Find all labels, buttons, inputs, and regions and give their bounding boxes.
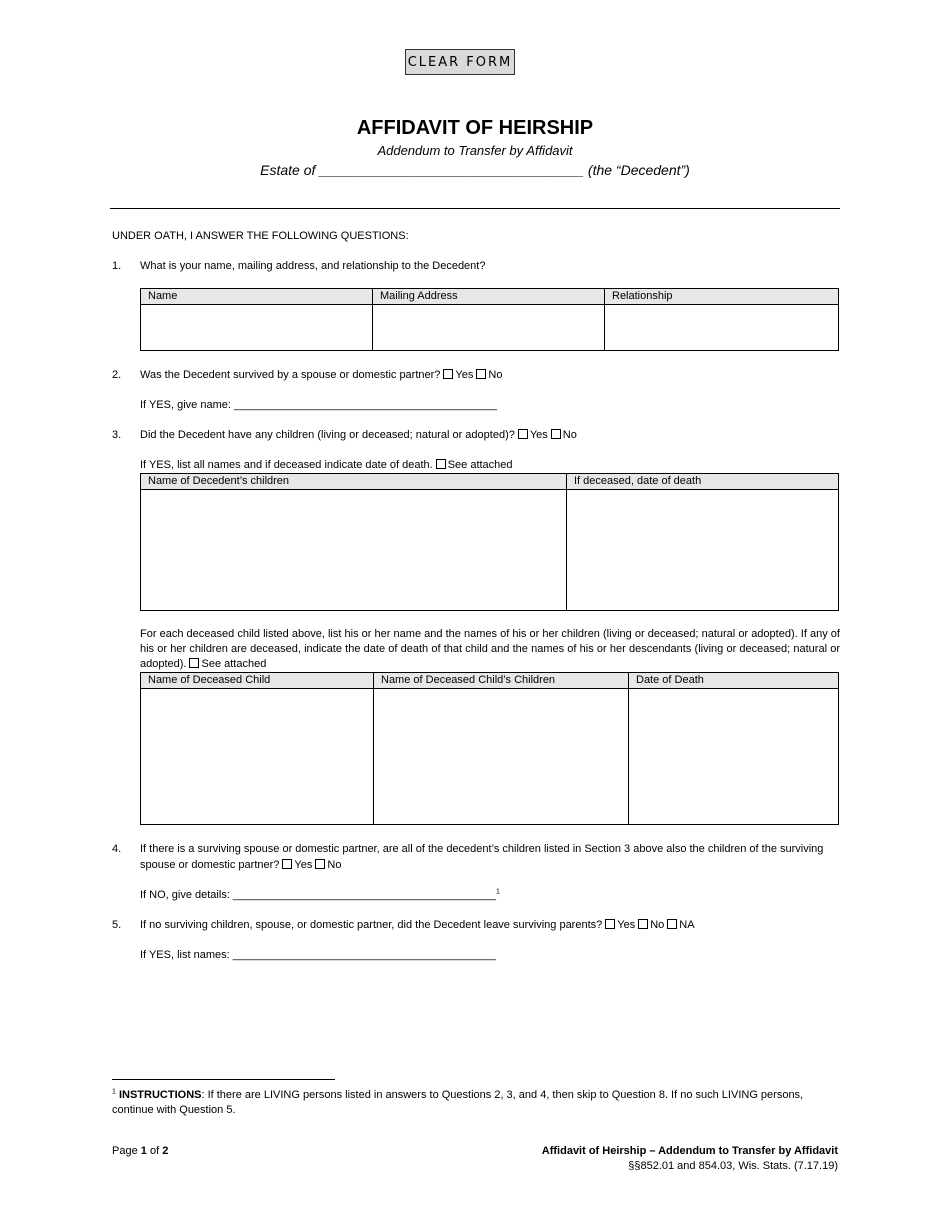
q1-col-name: Name [141, 289, 373, 305]
q1-text: What is your name, mailing address, and relationship to the Decedent? [140, 260, 486, 272]
q1-col-address: Mailing Address [373, 289, 605, 305]
q1-relationship-cell[interactable] [605, 305, 839, 351]
deceased-text: For each deceased child listed above, list his or her name and the names of his or her children (living or deceased; natural or adopted). If any of his or her children are deceased, indicate the date of death of that child and the names of his or her descendants (living or deceased; natural or adopted). [140, 628, 840, 670]
page-number: 1 [140, 1145, 147, 1157]
q3-list-line [140, 458, 513, 472]
q4-number: 4. [112, 843, 122, 855]
footnote-mark: 1 [112, 1088, 116, 1096]
header-divider [110, 208, 840, 209]
deceased-name-cell[interactable] [141, 689, 374, 825]
q5-na-checkbox[interactable] [667, 919, 677, 929]
q2-yes-label: Yes [455, 369, 474, 381]
q3-text: Did the Decedent have any children (living or deceased; natural or adopted)? [140, 429, 515, 441]
deceased-children-cell[interactable] [374, 689, 629, 825]
q3-no-label: No [562, 429, 577, 441]
deceased-date-cell[interactable] [629, 689, 839, 825]
q2-number: 2. [112, 369, 122, 381]
intro-text: UNDER OATH, I ANSWER THE FOLLOWING QUESTIONS: [112, 230, 409, 242]
q4-details-field[interactable]: If NO, give details: ___________________________________________ [140, 889, 496, 901]
footnote-text: : If there are LIVING persons listed in answers to Questions 2, 3, and 4, then skip to Question 8. If no such LIVING persons, continue with Question 5. [112, 1089, 804, 1116]
q4-text: If there is a surviving spouse or domestic partner, are all of the decedent’s children listed in Section 3 above also the children of the surviving spouse or domestic partner? [140, 843, 824, 871]
q3-yes-checkbox[interactable] [518, 429, 528, 439]
deceased-col-children: Name of Deceased Child’s Children [374, 673, 629, 689]
q1-address-cell[interactable] [373, 305, 605, 351]
page-word: Page [112, 1145, 138, 1157]
deceased-instructions [140, 627, 840, 672]
q2-no-label: No [488, 369, 503, 381]
q3-no-checkbox[interactable] [551, 429, 561, 439]
q3-line [140, 428, 577, 442]
q3-see-attached-label: See attached [447, 459, 513, 471]
children-name-cell[interactable] [141, 490, 567, 611]
footnote-divider [112, 1079, 335, 1080]
children-col-name: Name of Decedent’s children [141, 474, 567, 490]
children-table [140, 473, 839, 611]
page-title: AFFIDAVIT OF HEIRSHIP [356, 117, 594, 139]
q1-col-relationship: Relationship [605, 289, 839, 305]
footnote [112, 1088, 822, 1118]
deceased-see-attached-checkbox[interactable] [189, 658, 199, 668]
estate-line[interactable]: Estate of __________________________________ (the “Decedent”) [260, 162, 690, 178]
q4-no-label: No [327, 859, 342, 871]
q4-details-line [140, 888, 500, 902]
q4-footnote-mark: 1 [496, 888, 500, 896]
footer-doc-title: Affidavit of Heirship – Addendum to Transfer by Affidavit [541, 1145, 838, 1157]
q3-yes-label: Yes [529, 429, 548, 441]
q3-number: 3. [112, 429, 122, 441]
deceased-child-table [140, 672, 839, 825]
page-indicator [112, 1144, 168, 1158]
q1-number: 1. [112, 260, 122, 272]
q5-yes-checkbox[interactable] [605, 919, 615, 929]
q5-no-checkbox[interactable] [638, 919, 648, 929]
q4-no-checkbox[interactable] [315, 859, 325, 869]
q4-line [140, 841, 840, 873]
q5-na-label: NA [679, 919, 695, 931]
q2-yes-checkbox[interactable] [443, 369, 453, 379]
q3-see-attached-checkbox[interactable] [436, 459, 446, 469]
footer-statute: §§852.01 and 854.03, Wis. Stats. (7.17.19) [628, 1160, 838, 1172]
deceased-col-name: Name of Deceased Child [141, 673, 374, 689]
clear-form-button[interactable]: CLEAR FORM [405, 49, 515, 75]
q2-line [140, 368, 502, 382]
of-word: of [149, 1145, 160, 1157]
q2-no-checkbox[interactable] [476, 369, 486, 379]
q5-no-label: No [650, 919, 665, 931]
q2-text: Was the Decedent survived by a spouse or domestic partner? [140, 369, 441, 381]
deceased-col-date: Date of Death [629, 673, 839, 689]
q1-table [140, 288, 839, 351]
q4-yes-checkbox[interactable] [282, 859, 292, 869]
deceased-see-attached-label: See attached [201, 658, 267, 670]
q2-name-field[interactable]: If YES, give name: ___________________________________________ [140, 399, 498, 411]
q3-list-text: If YES, list all names and if deceased indicate date of death. [140, 459, 433, 471]
q4-yes-label: Yes [294, 859, 313, 871]
q5-line [140, 918, 695, 932]
page-total: 2 [162, 1145, 169, 1157]
children-col-date: If deceased, date of death [567, 474, 839, 490]
q5-text: If no surviving children, spouse, or domestic partner, did the Decedent leave surviving parents? [140, 919, 603, 931]
page-subtitle: Addendum to Transfer by Affidavit [377, 143, 573, 158]
q1-name-cell[interactable] [141, 305, 373, 351]
q5-number: 5. [112, 919, 122, 931]
q5-names-field[interactable]: If YES, list names: ___________________________________________ [140, 949, 496, 961]
q5-yes-label: Yes [617, 919, 636, 931]
footnote-label: INSTRUCTIONS [118, 1089, 202, 1101]
children-date-cell[interactable] [567, 490, 839, 611]
